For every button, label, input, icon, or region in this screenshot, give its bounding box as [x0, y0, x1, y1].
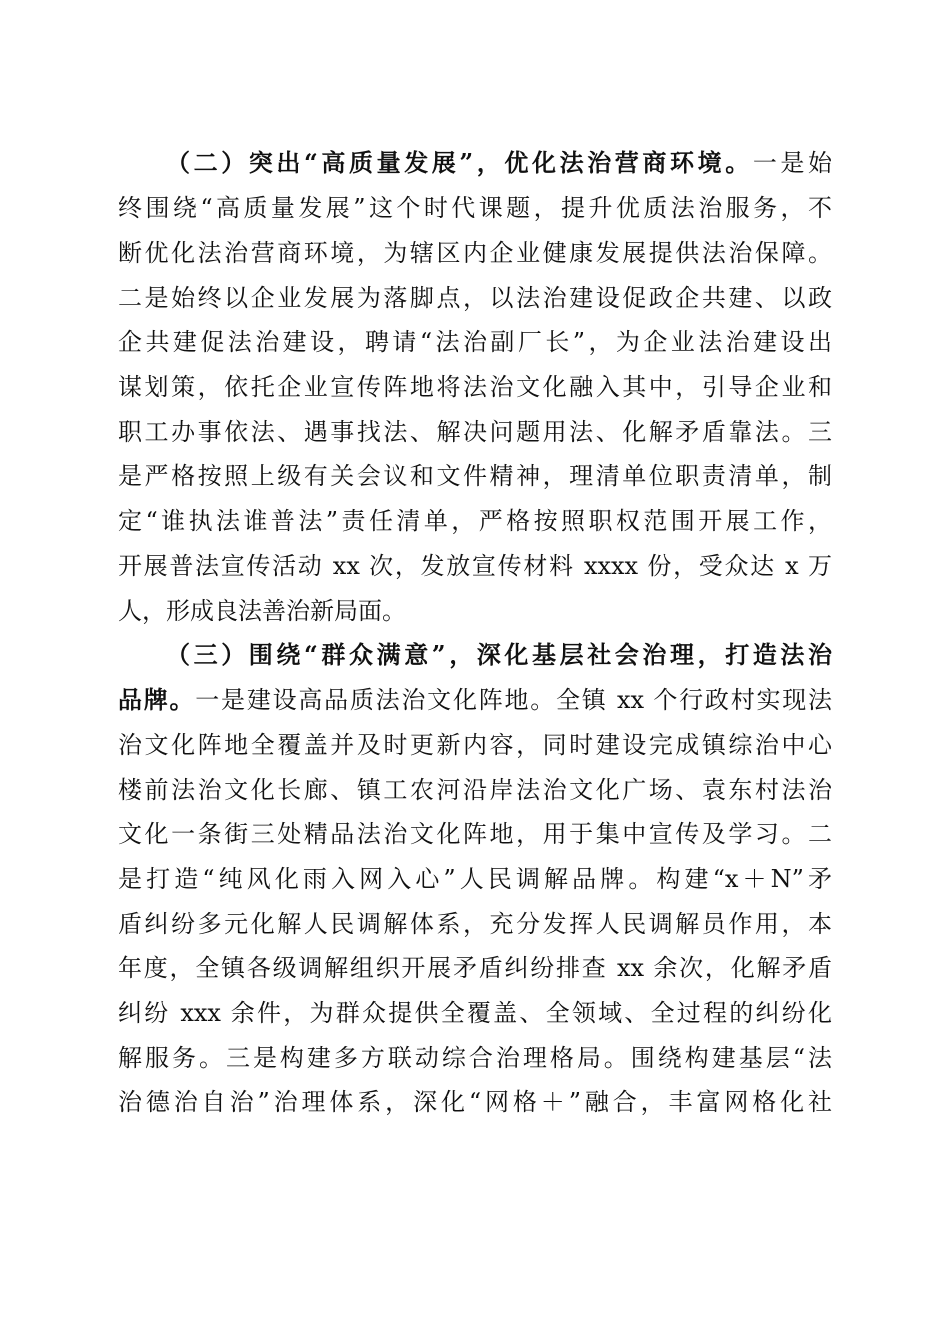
section-three-line-4: 楼前法治文化长廊、镇工农河沿岸法治文化广场、袁东村法治	[118, 776, 832, 804]
section-two-line-6: 谋划策，依托企业宣传阵地将法治文化融入其中，引导企业和	[118, 373, 832, 401]
section-two-line-1-rest: 一是始	[752, 149, 833, 177]
section-three-line-2-rest: 一是建设高品质法治文化阵地。全镇 xx 个行政村实现法	[195, 686, 832, 714]
section-two-heading: （二）突出“高质量发展”，优化法治营商环境。	[166, 148, 753, 177]
section-three-heading-line-1: （三）围绕“群众满意”，深化基层社会治理，打造法治	[166, 640, 832, 669]
section-two-line-11: 人，形成良法善治新局面。	[118, 597, 406, 625]
section-three-line-5: 文化一条街三处精品法治文化阵地，用于集中宣传及学习。二	[118, 820, 832, 848]
section-three-line-2	[118, 678, 832, 722]
section-three-heading-line-2: 品牌。	[118, 685, 196, 714]
section-three-line-9: 纠纷 xxx 余件，为群众提供全覆盖、全领域、全过程的纠纷化	[118, 999, 832, 1027]
section-two-line-8: 是严格按照上级有关会议和文件精神，理清单位职责清单，制	[118, 462, 832, 490]
section-two-line-1	[166, 141, 832, 185]
section-three-line-11: 治德治自治”治理体系，深化“网格＋”融合，丰富网格化社	[118, 1088, 832, 1116]
section-three-line-3: 治文化阵地全覆盖并及时更新内容，同时建设完成镇综治中心	[118, 731, 832, 759]
section-three-line-8: 年度，全镇各级调解组织开展矛盾纠纷排查 xx 余次，化解矛盾	[118, 954, 832, 982]
section-two-line-2: 终围绕“高质量发展”这个时代课题，提升优质法治服务，不	[118, 194, 832, 222]
section-two-line-4: 二是始终以企业发展为落脚点，以法治建设促政企共建、以政	[118, 284, 832, 312]
section-two-line-3: 断优化法治营商环境，为辖区内企业健康发展提供法治保障。	[118, 239, 832, 267]
section-three-line-7: 盾纠纷多元化解人民调解体系，充分发挥人民调解员作用，本	[118, 910, 832, 938]
section-two-line-9: 定“谁执法谁普法”责任清单，严格按照职权范围开展工作，	[118, 507, 832, 535]
section-two-line-10: 开展普法宣传活动 xx 次，发放宣传材料 xxxx 份，受众达 x 万	[118, 552, 832, 580]
section-two-line-7: 职工办事依法、遇事找法、解决问题用法、化解矛盾靠法。三	[118, 418, 832, 446]
section-three-line-10: 解服务。三是构建多方联动综合治理格局。围绕构建基层“法	[118, 1044, 832, 1072]
section-three-line-6: 是打造“纯风化雨入网入心”人民调解品牌。构建“x＋N”矛	[118, 865, 832, 893]
section-two-line-5: 企共建促法治建设，聘请“法治副厂长”，为企业法治建设出	[118, 328, 832, 356]
